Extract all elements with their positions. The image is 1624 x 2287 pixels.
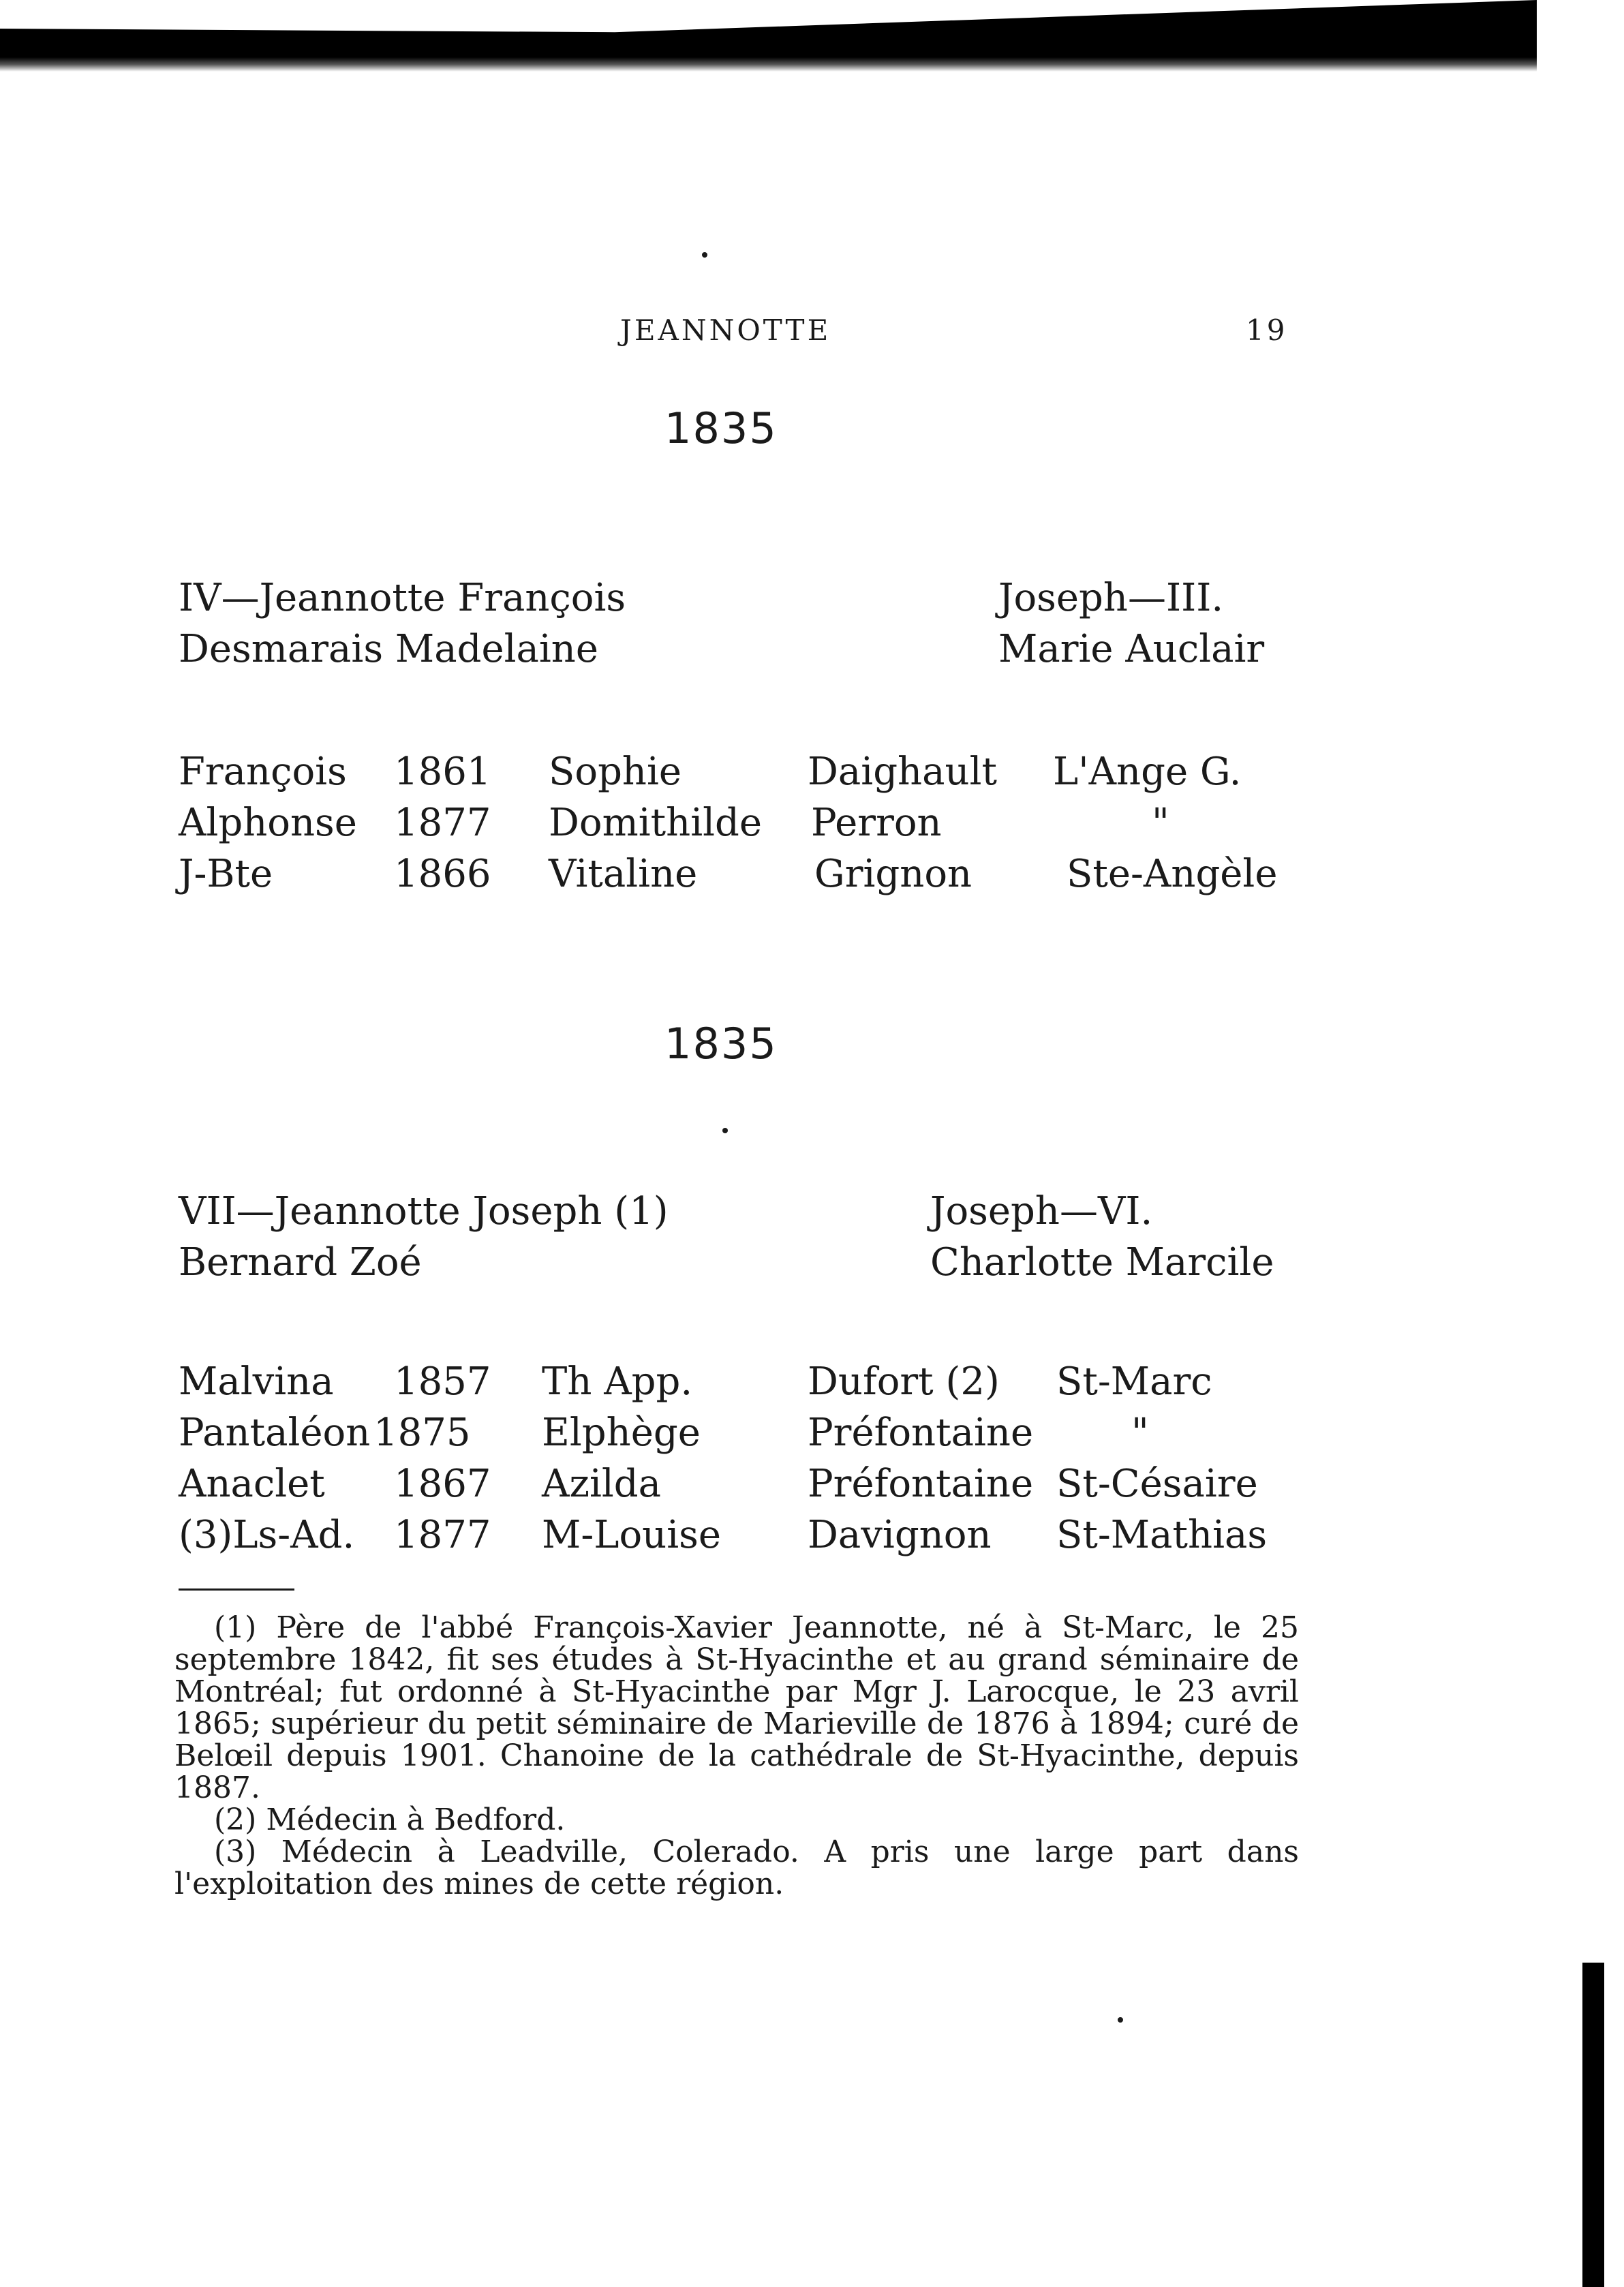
husband-line: IV—Jeannotte François (179, 576, 626, 620)
speck (722, 1128, 728, 1133)
child-name: (3)Ls-Ad. (179, 1513, 355, 1557)
speck (1118, 2017, 1123, 2023)
child-name: J-Bte (179, 852, 273, 896)
child-year: 1875 (373, 1411, 471, 1455)
husband-line: VII—Jeannotte Joseph (1) (179, 1189, 669, 1233)
child-name: Anaclet (179, 1462, 325, 1506)
wife-line: Bernard Zoé (179, 1240, 422, 1285)
speck (702, 252, 707, 258)
wife-parents: Marie Auclair (998, 627, 1265, 671)
child-name: Malvina (179, 1360, 334, 1404)
child-spouse-family: Dufort (2) (808, 1360, 1000, 1404)
child-spouse-family: Perron (811, 801, 942, 845)
child-year: 1857 (394, 1360, 491, 1404)
footnote: (2) Médecin à Bedford. (214, 1802, 566, 1837)
child-name: Alphonse (179, 801, 357, 845)
child-name: Pantaléon (179, 1411, 371, 1455)
husband-parents: Joseph—VI. (930, 1189, 1153, 1233)
footnote-rule (179, 1588, 294, 1591)
child-spouse: Sophie (549, 750, 682, 794)
child-place: " (1131, 1411, 1149, 1455)
child-year: 1861 (394, 750, 491, 794)
child-spouse-family: Davignon (808, 1513, 992, 1557)
child-spouse-family: Préfontaine (808, 1462, 1034, 1506)
child-spouse: Vitaline (549, 852, 698, 896)
scan-edge-right (1582, 1963, 1604, 2287)
section-year: 1835 (664, 1019, 778, 1069)
child-place: St-Marc (1056, 1360, 1212, 1404)
child-year: 1877 (394, 1513, 491, 1557)
scan-edge-top (0, 0, 1537, 72)
wife-line: Desmarais Madelaine (179, 627, 598, 671)
child-spouse-family: Grignon (814, 852, 972, 896)
child-spouse: M-Louise (542, 1513, 722, 1557)
child-year: 1866 (394, 852, 491, 896)
child-spouse-family: Daighault (808, 750, 997, 794)
child-year: 1867 (394, 1462, 491, 1506)
child-spouse: Domithilde (549, 801, 763, 845)
child-year: 1877 (394, 801, 491, 845)
child-spouse: Elphège (542, 1411, 701, 1455)
child-spouse-family: Préfontaine (808, 1411, 1034, 1455)
footnote: (1) Père de l'abbé François-Xavier Jeannotte, né à St-Marc, le 25 septembre 1842, fit ses études à St-Hyacinthe et au grand séminaire de Montréal; fut ordonné à St-Hyacinthe par Mgr J. Larocque, le 23 avril 1865; supérieur du petit séminaire de Marieville de 1876 à 1894; curé de Belœil depuis 1901. Chanoine de la cathédrale de St-Hyacinthe, depuis 1887. (174, 1610, 1299, 1805)
child-place: Ste-Angèle (1067, 852, 1278, 896)
section-year: 1835 (664, 403, 778, 453)
child-place: St-Mathias (1056, 1513, 1268, 1557)
child-place: " (1152, 801, 1169, 845)
child-place: St-Césaire (1056, 1462, 1258, 1506)
footnote: (3) Médecin à Leadville, Colerado. A pris une large part dans l'exploitation des mines de cette région. (174, 1835, 1299, 1901)
child-name: François (179, 750, 347, 794)
child-place: L'Ange G. (1053, 750, 1242, 794)
husband-parents: Joseph—III. (998, 576, 1224, 620)
child-spouse: Azilda (542, 1462, 661, 1506)
page-number: 19 (1246, 313, 1288, 347)
wife-parents: Charlotte Marcile (930, 1240, 1274, 1285)
running-title: JEANNOTTE (620, 313, 831, 347)
footnotes (174, 1612, 1299, 1900)
child-spouse: Th App. (542, 1360, 693, 1404)
